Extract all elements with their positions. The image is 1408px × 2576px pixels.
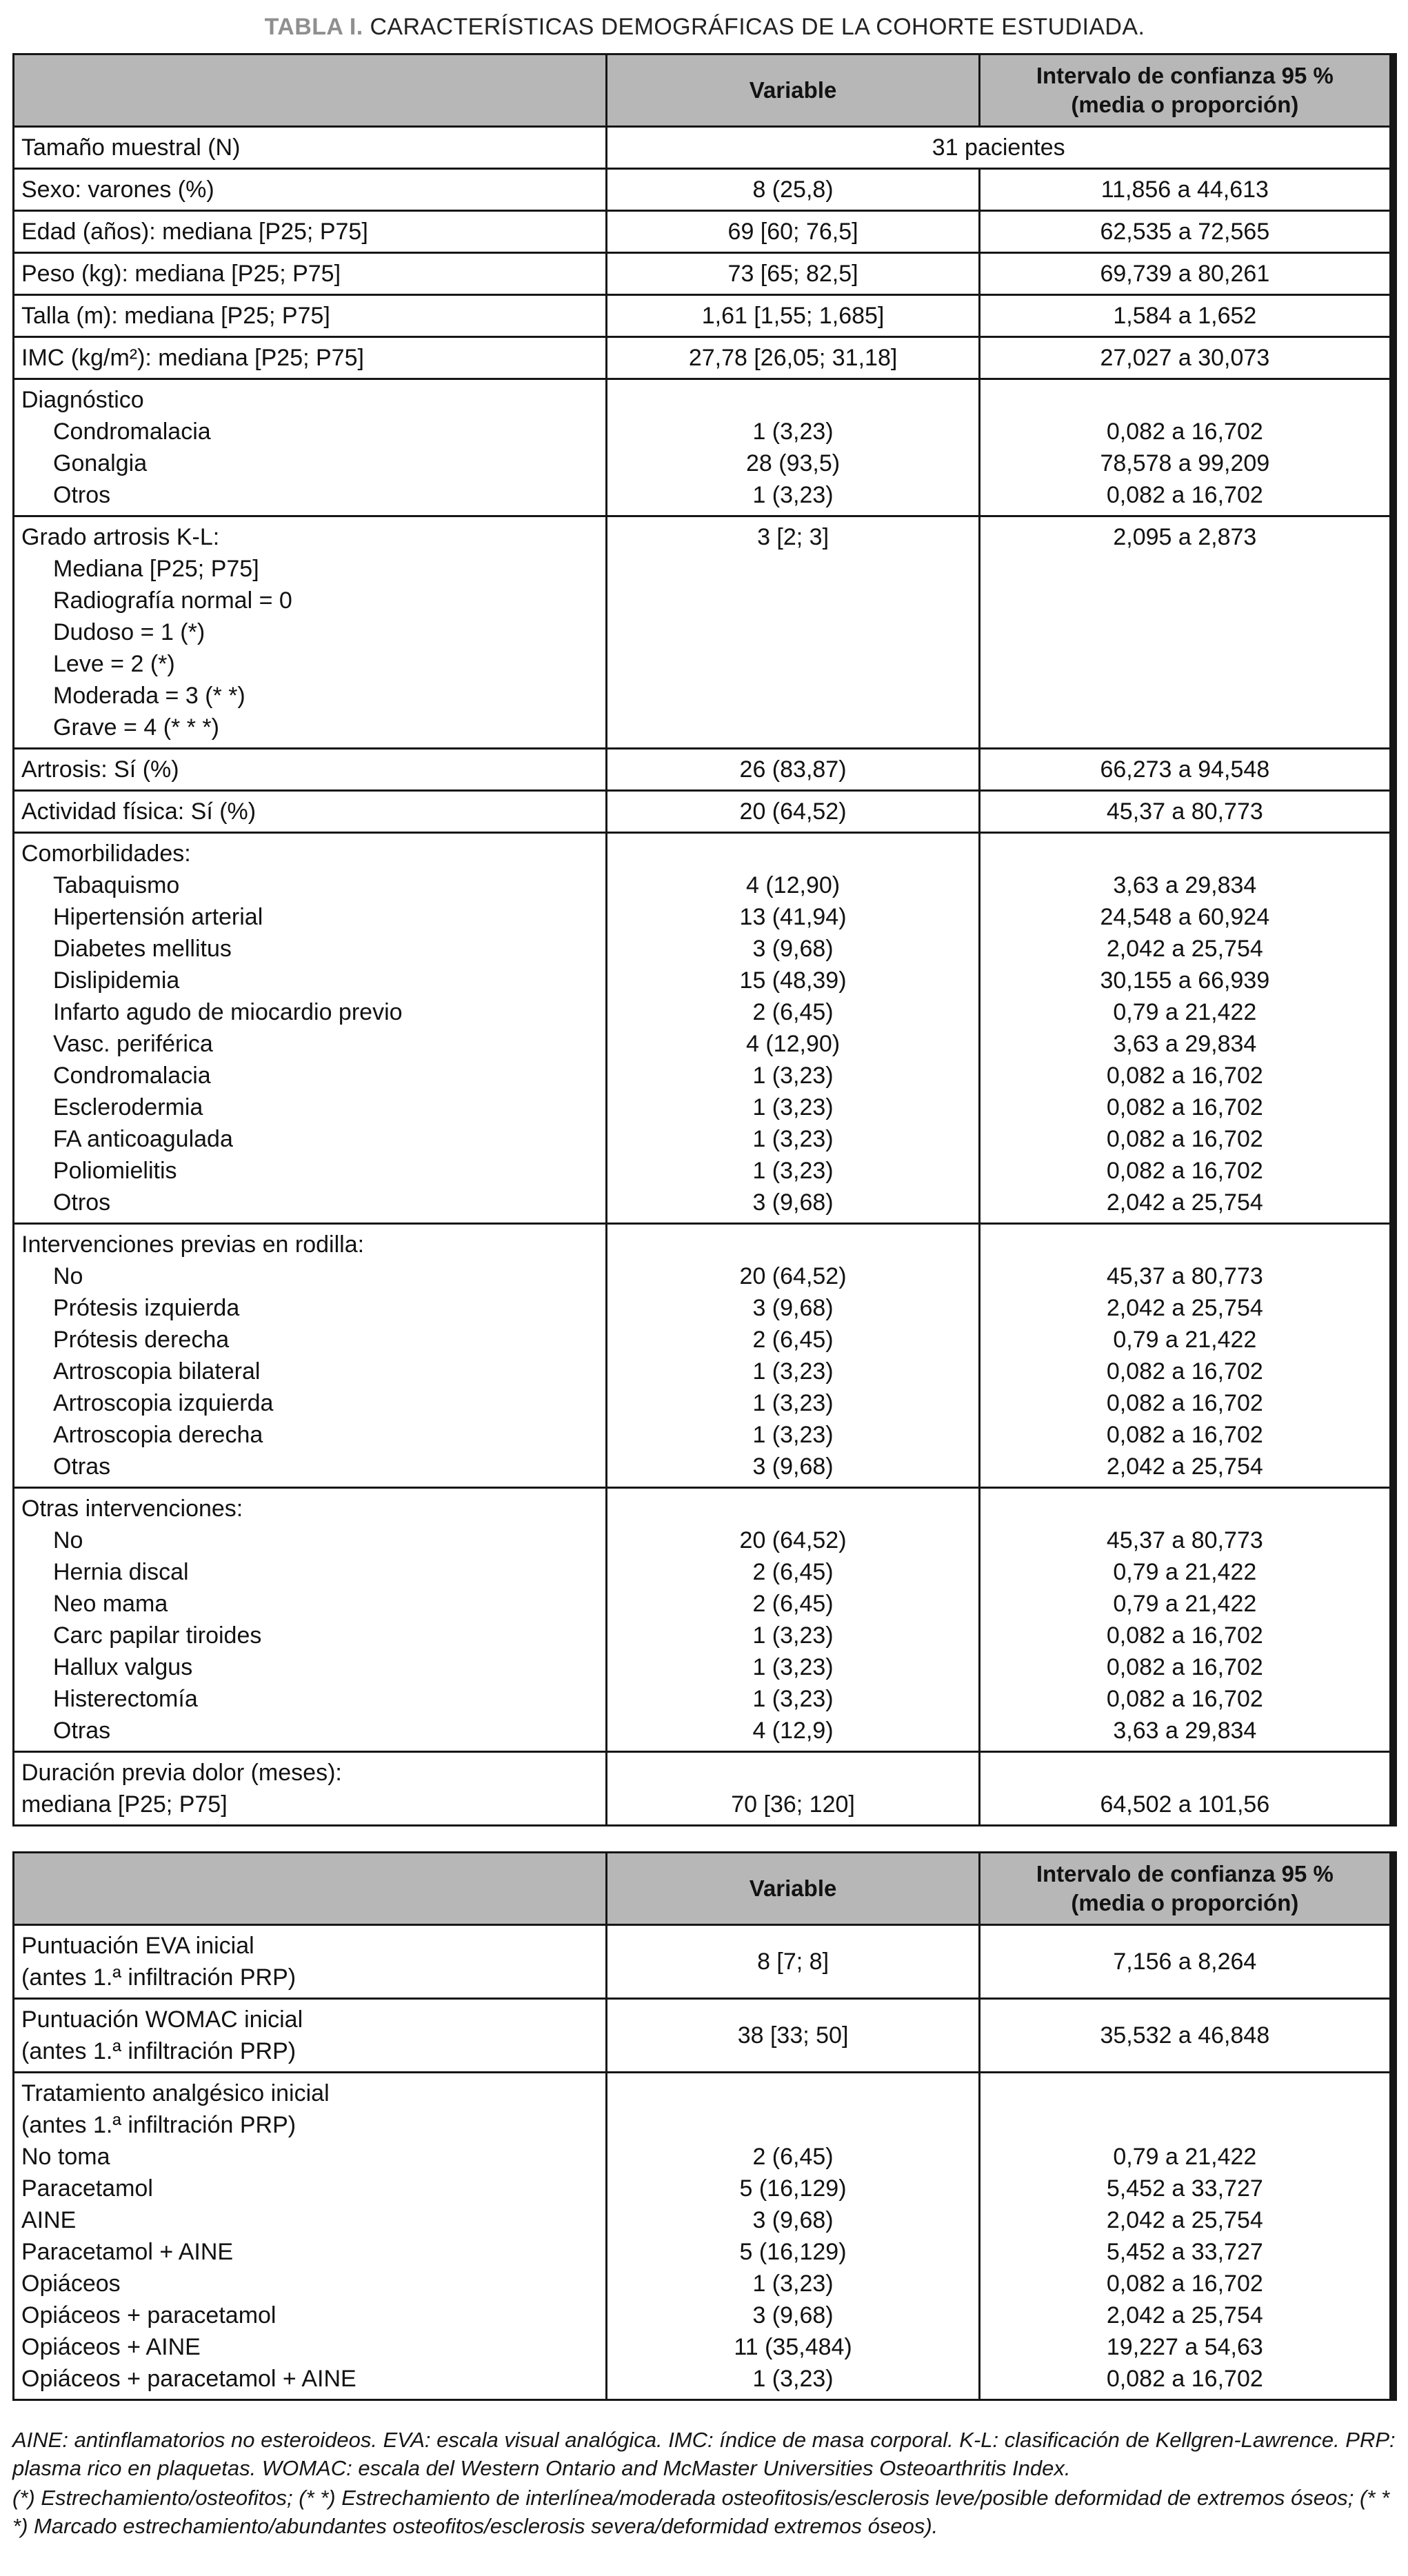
row-label-cell (14, 295, 607, 337)
cell-line: 2 (6,45) (752, 999, 834, 1025)
cell-line (987, 838, 1382, 869)
cell-line: Otros (53, 482, 111, 508)
cell-line: 4 (12,90) (746, 1031, 841, 1057)
cell-line: 28 (93,5) (746, 450, 841, 476)
footnote-abbreviations: AINE: antinflamatorios no esteroideos. EVA: escala visual analógica. IMC: índice de masa corporal. K-L: clasificación de Kellgren-Lawrence. PRP: plasma rico en plaquetas. WOMAC: escala del Western Ontario and McMaster Universities Osteoarthritis Index. (12, 2428, 1396, 2480)
column-header-variable: Variable (607, 54, 979, 127)
cell-line (614, 384, 971, 416)
cell-line: Diabetes mellitus (53, 936, 232, 962)
row-value-cell (607, 791, 979, 833)
cell-line: 73 [65; 82,5] (727, 261, 858, 287)
cell-line: 2 (6,45) (752, 1591, 834, 1617)
row-value-cell (607, 1488, 979, 1752)
column-header-variable: Variable (607, 1853, 979, 1925)
column-header-ci-line2: (media o proporción) (1071, 92, 1299, 117)
cell-line: 0,79 a 21,422 (1113, 2144, 1257, 2170)
cell-line: Otras (53, 1453, 111, 1480)
table-row (14, 337, 1394, 379)
cell-line: 1 (3,23) (752, 1063, 834, 1089)
cell-line (614, 1229, 971, 1260)
cell-line: 27,78 [26,05; 31,18] (688, 345, 898, 371)
cell-line: Artroscopia bilateral (53, 1358, 261, 1385)
cell-line: 7,156 a 8,264 (1113, 1949, 1257, 1975)
cell-line: (antes 1.ª infiltración PRP) (21, 2038, 296, 2064)
cell-line: Opiáceos + paracetamol + AINE (21, 2366, 356, 2392)
cell-line: Paracetamol (21, 2175, 153, 2202)
cell-line: 3 (9,68) (752, 2302, 834, 2328)
row-value-cell (607, 2073, 979, 2400)
row-ci-cell (979, 791, 1393, 833)
cell-line: 30,155 a 66,939 (1100, 967, 1270, 994)
cell-line: Dudoso = 1 (*) (53, 619, 205, 645)
cell-line: 3,63 a 29,834 (1113, 1718, 1257, 1744)
cell-line: Tabaquismo (53, 872, 180, 898)
cell-line: 1 (3,23) (752, 2271, 834, 2297)
row-label-cell (14, 749, 607, 791)
cell-line: 15 (48,39) (739, 967, 847, 994)
cell-line: 69 [60; 76,5] (727, 219, 858, 245)
footnote-symbols: (*) Estrechamiento/osteofitos; (* *) Estrechamiento de interlínea/moderada osteofitosis/esclerosis leve/posible deformidad de extremos óseos; (* * *) Marcado estrechamiento/abundantes osteofitos/esclerosis severa/deformidad extremos óseos). (12, 2486, 1390, 2538)
cell-line: 66,273 a 94,548 (1100, 756, 1270, 783)
row-ci-cell (979, 379, 1393, 516)
row-value-cell (607, 1999, 979, 2073)
cell-line (614, 1757, 971, 1789)
row-label-cell (14, 253, 607, 295)
row-ci-cell (979, 749, 1393, 791)
cell-line (987, 1757, 1382, 1789)
table-title-text: CARACTERÍSTICAS DEMOGRÁFICAS DE LA COHORTE ESTUDIADA. (363, 14, 1145, 40)
cell-line: Poliomielitis (53, 1158, 177, 1184)
cell-line: 8 [7; 8] (757, 1949, 829, 1975)
cell-line: 0,082 a 16,702 (1106, 1063, 1263, 1089)
cell-line: 26 (83,87) (739, 756, 847, 783)
row-ci-cell (979, 1925, 1393, 1999)
cell-line: Histerectomía (53, 1686, 198, 1712)
cell-line: IMC (kg/m²): mediana [P25; P75] (21, 345, 364, 371)
cell-line: (antes 1.ª infiltración PRP) (21, 1964, 296, 1991)
table-row (14, 749, 1394, 791)
cell-line: 0,082 a 16,702 (1106, 1422, 1263, 1448)
cell-line: 3 (9,68) (752, 1295, 834, 1321)
column-header-ci-line2: (media o proporción) (1071, 1890, 1299, 1915)
cell-line: (antes 1.ª infiltración PRP) (21, 2112, 296, 2138)
table-1-header (14, 54, 1394, 127)
cell-line: Opiáceos (21, 2271, 121, 2297)
row-span-value-cell (607, 127, 1394, 169)
cell-line: 70 [36; 120] (731, 1791, 855, 1818)
row-value-cell (607, 169, 979, 211)
demographics-table-1 (12, 53, 1397, 1827)
row-ci-cell (979, 1752, 1393, 1826)
table-row (14, 791, 1394, 833)
table-row (14, 1925, 1394, 1999)
cell-line: 2,042 a 25,754 (1106, 1453, 1263, 1480)
cell-line: Peso (kg): mediana [P25; P75] (21, 261, 341, 287)
cell-line: Opiáceos + AINE (21, 2334, 201, 2360)
table-row (14, 1488, 1394, 1752)
row-label-cell (14, 2073, 607, 2400)
cell-line: Neo mama (53, 1591, 168, 1617)
row-label-cell (14, 1752, 607, 1826)
row-label-cell (14, 1925, 607, 1999)
cell-line: Sexo: varones (%) (21, 177, 214, 203)
cell-line (987, 384, 1382, 416)
cell-line: Gonalgia (53, 450, 148, 476)
cell-line: 11,856 a 44,613 (1100, 177, 1269, 203)
cell-line: 19,227 a 54,63 (1106, 2334, 1263, 2360)
cell-line: 2,042 a 25,754 (1106, 2302, 1263, 2328)
cell-line: No toma (21, 2144, 110, 2170)
table-2-header (14, 1853, 1394, 1925)
table-title-number: TABLA I. (264, 14, 363, 40)
row-ci-cell (979, 2073, 1393, 2400)
cell-line: 0,79 a 21,422 (1113, 1559, 1257, 1585)
row-value-cell (607, 253, 979, 295)
cell-line: Hallux valgus (53, 1654, 193, 1680)
row-ci-cell (979, 1999, 1393, 2073)
cell-line: 8 (25,8) (752, 177, 834, 203)
cell-line: 0,082 a 16,702 (1106, 1358, 1263, 1385)
row-label-cell (14, 791, 607, 833)
row-label-cell (14, 1488, 607, 1752)
table-row (14, 833, 1394, 1224)
cell-line: 13 (41,94) (739, 904, 847, 930)
cell-line: 20 (64,52) (739, 798, 847, 825)
row-ci-cell (979, 1488, 1393, 1752)
cell-line: 1 (3,23) (752, 1158, 834, 1184)
cell-line: 1,61 [1,55; 1,685] (701, 303, 885, 329)
row-label-cell (14, 337, 607, 379)
cell-line (614, 838, 971, 869)
cell-line: Diagnóstico (21, 387, 144, 413)
cell-line: 62,535 a 72,565 (1100, 219, 1270, 245)
row-label-cell (14, 1999, 607, 2073)
cell-line: 11 (35,484) (734, 2334, 852, 2360)
cell-line: Otras (53, 1718, 111, 1744)
header-empty-cell (14, 54, 607, 127)
row-label-cell (14, 1224, 607, 1488)
cell-line: Radiografía normal = 0 (53, 587, 292, 614)
cell-line: Leve = 2 (*) (53, 651, 175, 677)
table-row (14, 169, 1394, 211)
row-ci-cell (979, 169, 1393, 211)
row-value-cell (607, 1925, 979, 1999)
table-row (14, 253, 1394, 295)
row-ci-cell (979, 337, 1393, 379)
row-value-cell (607, 337, 979, 379)
cell-line (614, 2109, 971, 2141)
cell-line: 3,63 a 29,834 (1113, 872, 1257, 898)
column-header-ci-line1: Intervalo de confianza 95 % (1036, 63, 1334, 88)
cell-line: 3 (9,68) (752, 1189, 834, 1216)
cell-line: Artroscopia izquierda (53, 1390, 274, 1416)
cell-line: mediana [P25; P75] (21, 1791, 228, 1818)
cell-line: Carc papilar tiroides (53, 1622, 262, 1649)
cell-line: No (53, 1527, 83, 1553)
row-value-cell (607, 516, 979, 749)
cell-line: 45,37 a 80,773 (1106, 1263, 1263, 1289)
table-row (14, 379, 1394, 516)
cell-line: Artrosis: Sí (%) (21, 756, 179, 783)
cell-line: Actividad física: Sí (%) (21, 798, 257, 825)
cell-line: 2,095 a 2,873 (1113, 524, 1257, 550)
cell-line: Tratamiento analgésico inicial (21, 2080, 330, 2106)
table-row (14, 1999, 1394, 2073)
cell-line: 1 (3,23) (752, 2366, 834, 2392)
cell-line: Condromalacia (53, 419, 211, 445)
row-label-cell (14, 379, 607, 516)
row-value-cell (607, 1752, 979, 1826)
cell-line: 0,082 a 16,702 (1106, 419, 1263, 445)
cell-line: Artroscopia derecha (53, 1422, 263, 1448)
table-row (14, 516, 1394, 749)
cell-line: 2,042 a 25,754 (1106, 1295, 1263, 1321)
cell-line: 2 (6,45) (752, 2144, 834, 2170)
table-row (14, 211, 1394, 253)
cell-line: 78,578 a 99,209 (1100, 450, 1270, 476)
cell-line: Opiáceos + paracetamol (21, 2302, 276, 2328)
table-row (14, 127, 1394, 169)
cell-line (987, 1229, 1382, 1260)
cell-line: AINE (21, 2207, 77, 2233)
cell-line: 4 (12,90) (746, 872, 841, 898)
row-ci-cell (979, 1224, 1393, 1488)
row-ci-cell (979, 833, 1393, 1224)
cell-line: 2,042 a 25,754 (1106, 1189, 1263, 1216)
header-row (14, 1853, 1394, 1925)
cell-line (987, 2109, 1382, 2141)
cell-line: 0,082 a 16,702 (1106, 1390, 1263, 1416)
cell-line: 5 (16,129) (739, 2175, 847, 2202)
cell-line: 0,082 a 16,702 (1106, 2366, 1263, 2392)
row-ci-cell (979, 253, 1393, 295)
cell-line: 0,082 a 16,702 (1106, 1686, 1263, 1712)
cell-line: 69,739 a 80,261 (1100, 261, 1270, 287)
cell-line: Talla (m): mediana [P25; P75] (21, 303, 330, 329)
row-ci-cell (979, 211, 1393, 253)
cell-line: 5 (16,129) (739, 2239, 847, 2265)
table-row (14, 1224, 1394, 1488)
cell-line: Condromalacia (53, 1063, 211, 1089)
cell-line: 3 [2; 3] (757, 524, 829, 550)
cell-line: Hernia discal (53, 1559, 189, 1585)
cell-line: 1 (3,23) (752, 419, 834, 445)
cell-line: Grado artrosis K-L: (21, 524, 220, 550)
cell-line: 1 (3,23) (752, 1654, 834, 1680)
row-label-cell (14, 833, 607, 1224)
cell-line: 0,79 a 21,422 (1113, 1327, 1257, 1353)
row-label-cell (14, 516, 607, 749)
cell-line: Comorbilidades: (21, 841, 191, 867)
cell-line: 3,63 a 29,834 (1113, 1031, 1257, 1057)
cell-line: Grave = 4 (* * *) (53, 714, 219, 741)
cell-line (987, 2077, 1382, 2109)
cell-line: 20 (64,52) (739, 1527, 847, 1553)
row-value-cell (607, 833, 979, 1224)
cell-line: Paracetamol + AINE (21, 2239, 234, 2265)
cell-line: 0,082 a 16,702 (1106, 2271, 1263, 2297)
cell-line: 1 (3,23) (752, 1422, 834, 1448)
cell-line: 2 (6,45) (752, 1327, 834, 1353)
row-value-cell (607, 211, 979, 253)
cell-line: 1 (3,23) (752, 1126, 834, 1152)
cell-line: 3 (9,68) (752, 936, 834, 962)
cell-line: 2 (6,45) (752, 1559, 834, 1585)
header-empty-cell (14, 1853, 607, 1925)
cell-line: 2,042 a 25,754 (1106, 936, 1263, 962)
cell-line (614, 1493, 971, 1525)
table-row (14, 1752, 1394, 1826)
cell-line: 5,452 a 33,727 (1106, 2175, 1263, 2202)
row-ci-cell (979, 516, 1393, 749)
cell-line: Duración previa dolor (meses): (21, 1760, 342, 1786)
cell-line: 27,027 a 30,073 (1100, 345, 1270, 371)
cell-line: 5,452 a 33,727 (1106, 2239, 1263, 2265)
row-ci-cell (979, 295, 1393, 337)
cell-line: 1 (3,23) (752, 1358, 834, 1385)
cell-line: 1 (3,23) (752, 1390, 834, 1416)
cell-line: 0,082 a 16,702 (1106, 1094, 1263, 1120)
header-row (14, 54, 1394, 127)
cell-line: Moderada = 3 (* *) (53, 683, 245, 709)
row-label-cell (14, 169, 607, 211)
cell-line: Otras intervenciones: (21, 1496, 243, 1522)
cell-line: 24,548 a 60,924 (1100, 904, 1270, 930)
cell-line: 45,37 a 80,773 (1106, 798, 1263, 825)
cell-line: 0,082 a 16,702 (1106, 1126, 1263, 1152)
cell-line: Puntuación WOMAC inicial (21, 2006, 303, 2033)
column-header-ci-line1: Intervalo de confianza 95 % (1036, 1861, 1334, 1886)
cell-line: Prótesis derecha (53, 1327, 230, 1353)
footnotes (12, 2426, 1397, 2540)
column-header-ci (979, 54, 1393, 127)
cell-line: 2,042 a 25,754 (1106, 2207, 1263, 2233)
cell-line: 0,082 a 16,702 (1106, 482, 1263, 508)
cell-line: 64,502 a 101,56 (1100, 1791, 1270, 1818)
cell-line: FA anticoagulada (53, 1126, 233, 1152)
demographics-table-2 (12, 1851, 1397, 2401)
cell-line: 45,37 a 80,773 (1106, 1527, 1263, 1553)
cell-line: Intervenciones previas en rodilla: (21, 1231, 365, 1258)
cell-line: Mediana [P25; P75] (53, 556, 259, 582)
cell-line: No (53, 1263, 83, 1289)
cell-line: 0,79 a 21,422 (1113, 999, 1257, 1025)
cell-line: Prótesis izquierda (53, 1295, 240, 1321)
cell-line: 1,584 a 1,652 (1113, 303, 1257, 329)
table-title (12, 14, 1397, 41)
cell-line: 1 (3,23) (752, 482, 834, 508)
row-value-cell (607, 295, 979, 337)
column-header-ci (979, 1853, 1393, 1925)
cell-line (987, 1493, 1382, 1525)
cell-line: 0,082 a 16,702 (1106, 1158, 1263, 1184)
cell-line: 20 (64,52) (739, 1263, 847, 1289)
cell-line: Edad (años): mediana [P25; P75] (21, 219, 368, 245)
cell-line: Hipertensión arterial (53, 904, 263, 930)
row-value-cell (607, 749, 979, 791)
cell-line: 4 (12,9) (752, 1718, 834, 1744)
cell-line (614, 2077, 971, 2109)
cell-line: 1 (3,23) (752, 1686, 834, 1712)
cell-line: 0,082 a 16,702 (1106, 1622, 1263, 1649)
cell-line: 38 [33; 50] (737, 2022, 849, 2049)
cell-line: Tamaño muestral (N) (21, 134, 241, 161)
row-value-cell (607, 1224, 979, 1488)
cell-line: 1 (3,23) (752, 1622, 834, 1649)
cell-line: 31 pacientes (932, 134, 1065, 161)
cell-line: Otros (53, 1189, 111, 1216)
cell-line: 0,79 a 21,422 (1113, 1591, 1257, 1617)
cell-line: Infarto agudo de miocardio previo (53, 999, 403, 1025)
row-label-cell (14, 211, 607, 253)
cell-line: Vasc. periférica (53, 1031, 213, 1057)
row-value-cell (607, 379, 979, 516)
row-label-cell (14, 127, 607, 169)
cell-line: 3 (9,68) (752, 2207, 834, 2233)
cell-line: 1 (3,23) (752, 1094, 834, 1120)
table-row (14, 2073, 1394, 2400)
cell-line: 0,082 a 16,702 (1106, 1654, 1263, 1680)
table-row (14, 295, 1394, 337)
cell-line: 3 (9,68) (752, 1453, 834, 1480)
cell-line: Puntuación EVA inicial (21, 1933, 254, 1959)
cell-line: Esclerodermia (53, 1094, 203, 1120)
cell-line: Dislipidemia (53, 967, 180, 994)
cell-line: 35,532 a 46,848 (1100, 2022, 1270, 2049)
